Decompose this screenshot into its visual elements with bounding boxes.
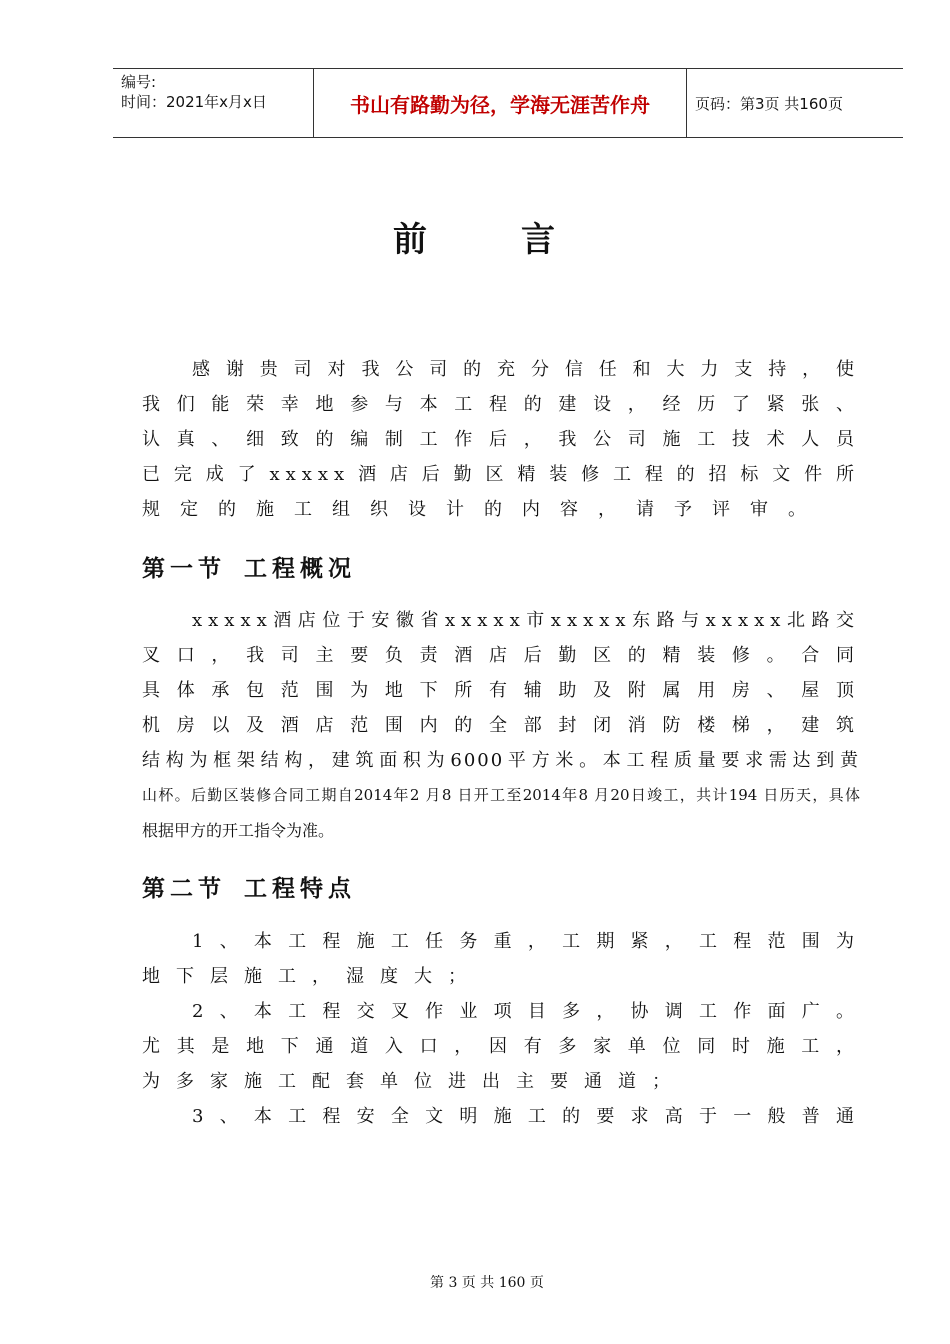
title-part-1: 前 (393, 220, 429, 260)
section-2-number: 第二节 (142, 876, 226, 902)
section-1-paragraph (142, 603, 860, 848)
preface-line: 已完成了xxxxx酒店后勤区精装修工程的招标文件所 (142, 464, 860, 485)
section-1-line: 根据甲方的开工指令为准。 (142, 821, 335, 840)
page-label: 页码：第3页 共160页 (695, 95, 843, 113)
header-motto-cell (314, 69, 687, 137)
preface-line: 我们能荣幸地参与本工程的建设，经历了紧张、 (142, 394, 860, 415)
preface-line: 认真、细致的编制工作后，我公司施工技术人员 (142, 429, 860, 450)
motto: 书山有路勤为径，学海无涯苦作舟 (350, 93, 650, 117)
section-2-line: 2、本工程交叉作业项目多，协调工作面广。 (192, 1001, 860, 1022)
preface-paragraph (142, 352, 860, 527)
section-2-title: 工程特点 (244, 876, 356, 902)
section-1-line: 结构为框架结构，建筑面积为6000平方米。本工程质量要求需达到黄 (142, 750, 860, 771)
section-2-line: 1、本工程施工任务重，工期紧，工程范围为 (192, 931, 860, 952)
header-table (113, 68, 903, 138)
date-label: 时间：2021年x月x日 (121, 93, 267, 111)
header-info-cell (113, 69, 314, 137)
preface-line: 规定的施工组织设计的内容，请予评审。 (142, 499, 826, 520)
section-1-line: xxxxx酒店位于安徽省xxxxx市xxxxx东路与xxxxx北路交 (192, 610, 860, 631)
section-1-heading (142, 550, 356, 583)
section-2-line: 尤其是地下通道入口，因有多家单位同时施工， (142, 1036, 860, 1057)
section-1-line: 叉口，我司主要负责酒店后勤区的精装修。合同 (142, 645, 860, 666)
section-1-line: 机房以及酒店范围内的全部封闭消防楼梯，建筑 (142, 715, 860, 736)
section-1-line: 山杯。后勤区装修合同工期自2014年2 月8 日开工至2014年8 月20日竣工，共计194 日历天，具体 (142, 786, 860, 804)
section-2-paragraph (142, 924, 860, 1134)
title-part-2: 言 (521, 220, 557, 260)
section-2-heading (142, 870, 356, 903)
section-2-line: 为多家施工配套单位进出主要通道； (142, 1071, 686, 1092)
page-footer: 第 3 页 共 160 页 (430, 1275, 544, 1291)
section-1-line: 具体承包范围为地下所有辅助及附属用房、屋顶 (142, 680, 860, 701)
page-title (0, 212, 950, 261)
section-1-title: 工程概况 (244, 556, 356, 582)
preface-line: 感谢贵司对我公司的充分信任和大力支持，使 (192, 359, 860, 380)
section-1-number: 第一节 (142, 556, 226, 582)
number-label: 编号: (121, 73, 157, 91)
section-2-line: 地下层施工，湿度大； (142, 966, 482, 987)
header-page-cell (687, 69, 903, 137)
section-2-line: 3、本工程安全文明施工的要求高于一般普通 (192, 1106, 860, 1127)
